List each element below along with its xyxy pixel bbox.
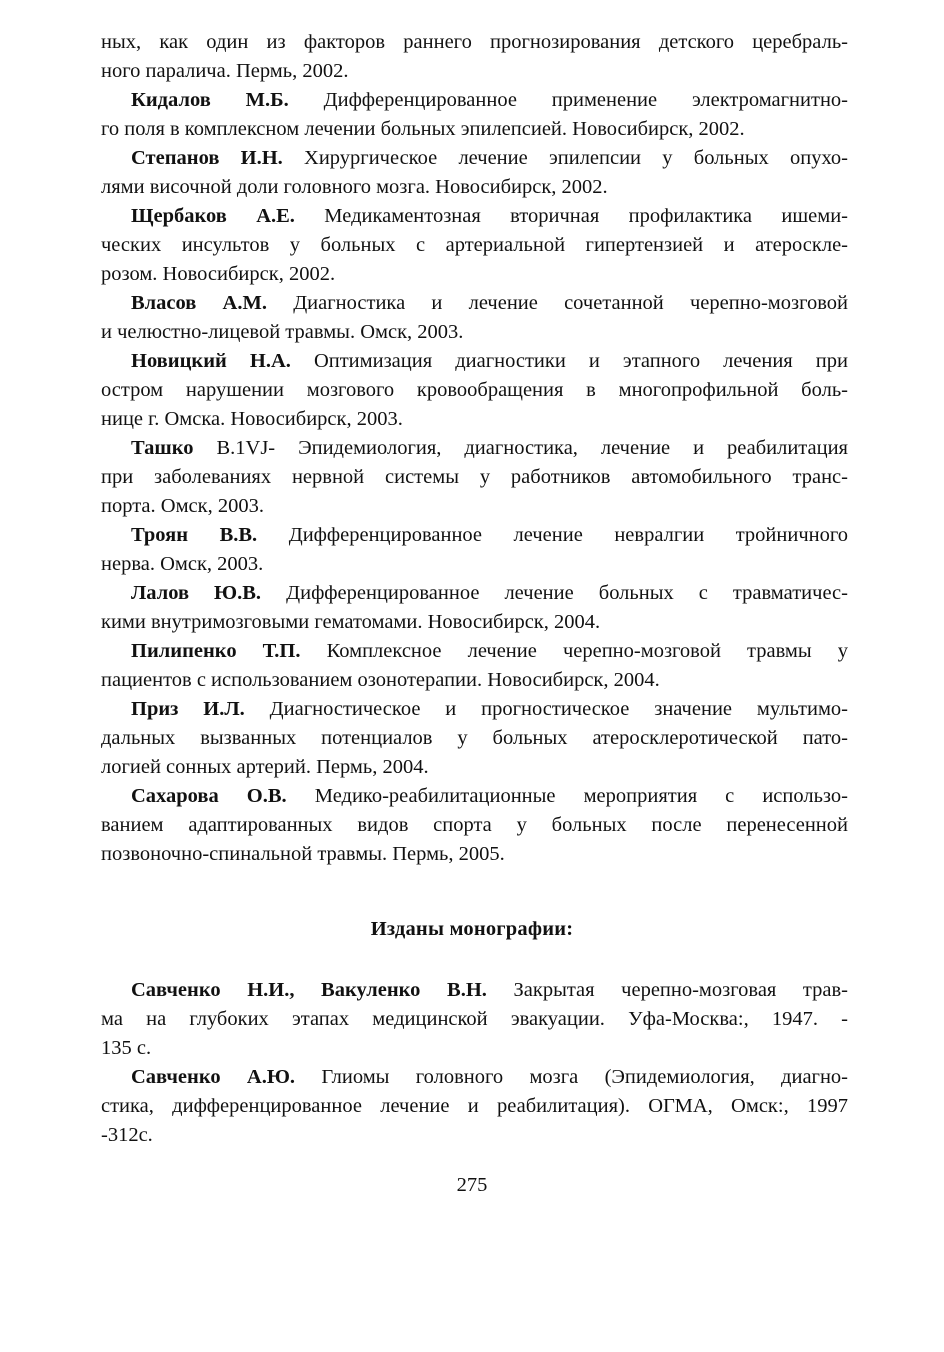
bibliography-list [101,28,848,869]
bibliography-entry [101,347,848,434]
text-line: ческих инсультов у больных с артериальной гипертензией и атероскле- [101,234,848,256]
text-line: ных, как один из факторов раннего прогнозирования детского церебраль- [101,31,848,53]
bibliography-entry [101,521,848,579]
entry-first-line [101,976,848,1005]
bibliography-entry [101,695,848,782]
entry-first-line [101,579,848,608]
bibliography-entry [101,434,848,521]
entry-author: Пилипенко Т.П. [131,640,301,662]
entry-title-start: Глиомы головного мозга (Эпидемиология, диагно- [321,1066,848,1088]
text-line: го поля в комплексном лечении больных эпилепсией. Новосибирск, 2002. [101,118,745,140]
entry-title-start: Медикаментозная вторичная профилактика ишеми- [324,205,848,227]
bibliography-entry [101,637,848,695]
bibliography-entry [101,86,848,144]
entry-author: Сахарова О.В. [131,785,287,807]
text-line: лями височной доли головного мозга. Новосибирск, 2002. [101,176,608,198]
entry-first-line [101,347,848,376]
text-line: ванием адаптированных видов спорта у больных после перенесенной [101,814,848,836]
text-line: нице г. Омска. Новосибирск, 2003. [101,408,403,430]
text-line: нерва. Омск, 2003. [101,553,264,575]
entry-author: Степанов И.Н. [131,147,283,169]
entry-author: Троян В.В. [131,524,258,546]
entry-author: Кидалов М.Б. [131,89,289,111]
entries-container [101,86,848,869]
entry-author: Ташко [131,437,194,459]
text-line: розом. Новосибирск, 2002. [101,263,336,285]
text-line: ма на глубоких этапах медицинской эвакуации. Уфа-Москва:, 1947. - [101,1008,848,1030]
bibliography-entry [101,1063,848,1150]
entry-first-line [101,434,848,463]
text-line: порта. Омск, 2003. [101,495,264,517]
text-line: остром нарушении мозгового кровообращения в многопрофильной боль- [101,379,848,401]
entry-first-line [101,144,848,173]
entry-author: Новицкий Н.А. [131,350,291,372]
entry-author: Савченко Н.И., Вакуленко В.Н. [131,979,487,1001]
entry-first-line [101,1063,848,1092]
entry-title-start: Комплексное лечение черепно-мозговой травмы у [326,640,849,662]
text-line: и челюстно-лицевой травмы. Омск, 2003. [101,321,464,343]
bibliography-entry [101,976,848,1063]
entry-title-start: Диагностическое и прогностическое значение мультимо- [269,698,848,720]
entry-first-line [101,637,848,666]
entry-title-start: Дифференцированное лечение больных с травматичес- [286,582,848,604]
page-number: 275 [456,1174,488,1196]
entry-title-start: Медико-реабилитационные мероприятия с использо- [314,785,848,807]
entry-first-line [101,695,848,724]
bibliography-entry [101,289,848,347]
bibliography-entry [101,144,848,202]
entry-author: Щербаков А.Е. [131,205,295,227]
text-line: кими внутримозговыми гематомами. Новосибирск, 2004. [101,611,601,633]
entry-author: Савченко А.Ю. [131,1066,296,1088]
entry-title-start: Оптимизация диагностики и этапного лечения при [313,350,848,372]
monographs-list [101,976,848,1150]
text-line: позвоночно-спинальной травмы. Пермь, 2005. [101,843,505,865]
entry-author: Приз И.Л. [131,698,245,720]
text-line: -312с. [101,1124,153,1146]
entry-title-start: Дифференцированное лечение невралгии тройничного [288,524,849,546]
text-line: ного паралича. Пермь, 2002. [101,60,349,82]
entry-author: Власов А.М. [131,292,267,314]
text-line: стика, дифференцированное лечение и реабилитация). ОГМА, Омск:, 1997 [101,1095,848,1117]
bibliography-entry [101,202,848,289]
text-line: логией сонных артерий. Пермь, 2004. [101,756,429,778]
continuation-entry [101,28,848,86]
text-line: дальных вызванных потенциалов у больных атеросклеротической пато- [101,727,848,749]
entry-first-line [101,202,848,231]
entry-first-line [101,521,848,550]
entry-first-line [101,289,848,318]
section-heading: Изданы монографии: [370,918,574,940]
entry-title-start: B.1VJ- Эпидемиология, диагностика, лечение и реабилитация [216,437,848,459]
bibliography-entry [101,782,848,869]
entry-title-start: Закрытая черепно-мозговая трав- [513,979,848,1001]
entry-first-line [101,782,848,811]
entry-title-start: Хирургическое лечение эпилепсии у больных опухо- [304,147,849,169]
text-line: 135 с. [101,1037,152,1059]
bibliography-entry [101,579,848,637]
entry-first-line [101,86,848,115]
text-line: при заболеваниях нервной системы у работников автомобильного транс- [101,466,848,488]
entry-author: Лалов Ю.В. [131,582,262,604]
entry-title-start: Диагностика и лечение сочетанной черепно-мозговой [293,292,848,314]
text-line: пациентов с использованием озонотерапии. Новосибирск, 2004. [101,669,660,691]
entry-title-start: Дифференцированное применение электромагнитно- [323,89,848,111]
